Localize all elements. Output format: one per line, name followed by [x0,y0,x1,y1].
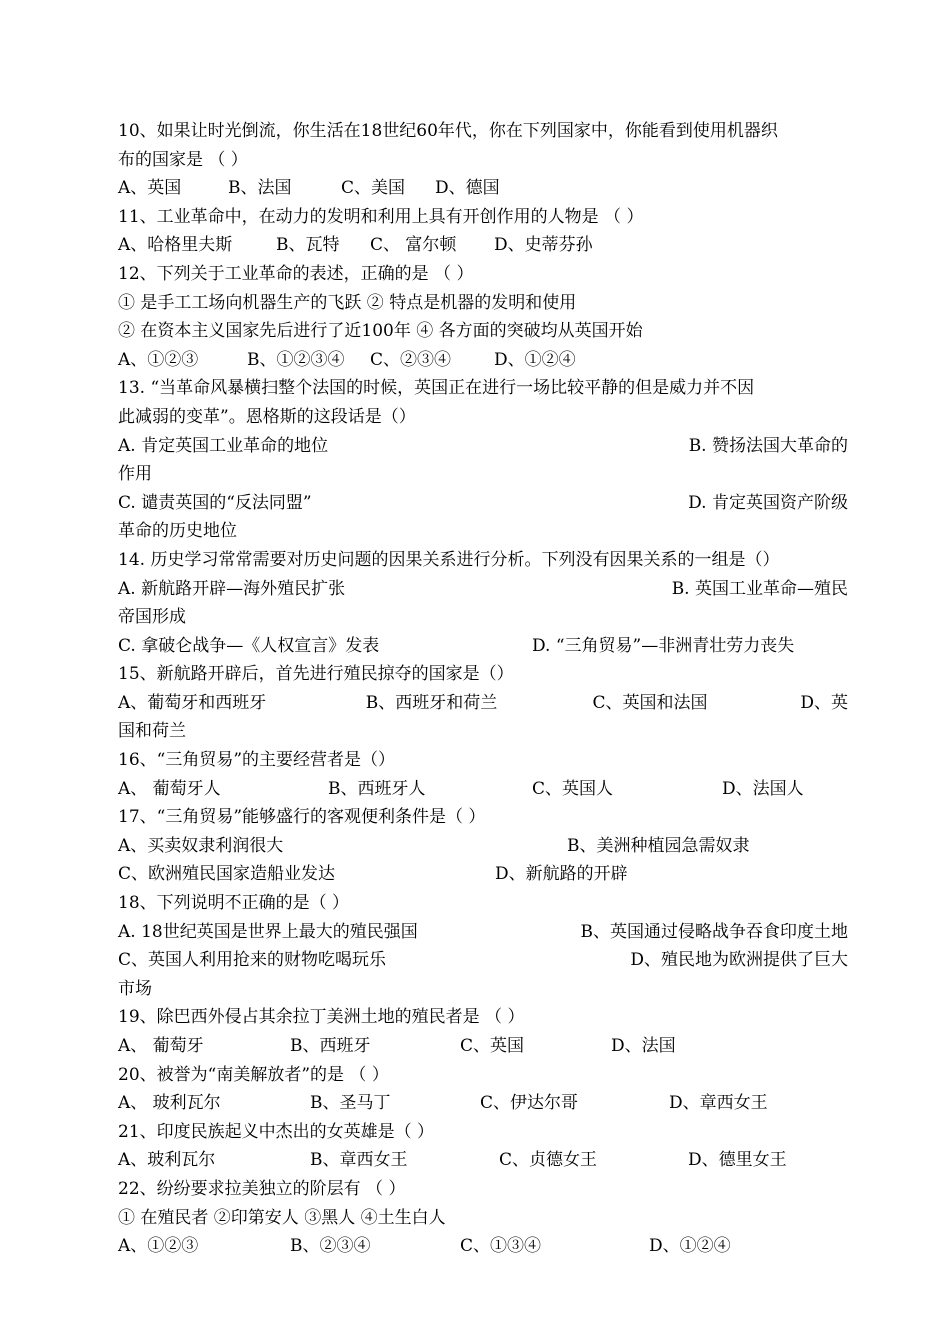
option-b-continued: 作用 [118,464,152,485]
option-a: A、①②③ [118,1236,199,1257]
option-a: A、玻利瓦尔 [118,1150,216,1171]
option-b: B、圣马丁 [310,1093,391,1114]
option-d: D. “三角贸易”—非洲青壮劳力丧失 [532,635,795,656]
option-c: C、英国人利用抢来的财物吃喝玩乐 [118,950,387,971]
question-stem: 12、下列关于工业革命的表述，正确的是 （ ） [118,263,474,284]
option-d: D、章西女王 [669,1093,768,1114]
statement-line: ① 在殖民者 ②印第安人 ③黑人 ④土生白人 [118,1207,446,1228]
option-row [118,489,848,518]
question-stem: 17、“三角贸易”能够盛行的客观便利条件是（ ） [118,807,486,828]
question-10 [118,117,848,203]
option-a: A、 玻利瓦尔 [118,1093,221,1114]
option-d-continued: 市场 [118,978,152,999]
option-b: B、美洲种植园急需奴隶 [567,835,750,856]
option-row [118,1089,848,1118]
option-d: D、殖民地为欧洲提供了巨大 [630,950,848,971]
option-row [118,1146,848,1175]
question-18 [118,889,848,1003]
option-b: B. 英国工业革命—殖民 [671,578,848,599]
option-b: B、章西女王 [310,1150,408,1171]
option-a: A、买卖奴隶利润很大 [118,835,284,856]
question-stem: 11、工业革命中，在动力的发明和利用上具有开创作用的人物是 （ ） [118,206,644,227]
option-b: B、西班牙和荷兰 [365,692,498,713]
question-stem: 22、纷纷要求拉美独立的阶层有 （ ） [118,1178,406,1199]
option-row [118,860,848,889]
question-stem: 21、印度民族起义中杰出的女英雄是（ ） [118,1121,435,1142]
option-a: A、 葡萄牙人 [118,778,221,799]
option-c: C、 富尔顿 [370,235,457,256]
option-b-continued: 帝国形成 [118,607,186,628]
option-row [118,346,848,375]
option-c: C、美国 [341,178,406,199]
option-row [118,1032,848,1061]
option-b: B、英国通过侵略战争吞食印度土地 [580,921,848,942]
question-stem: 14. 历史学习常常需要对历史问题的因果关系进行分析。下列没有因果关系的一组是（） [118,549,780,570]
option-b: B、②③④ [290,1236,371,1257]
question-stem: 18、下列说明不正确的是（ ） [118,893,350,914]
option-row [118,432,848,461]
question-stem: 15、新航路开辟后，首先进行殖民掠夺的国家是（） [118,664,514,685]
option-c: C、②③④ [370,349,452,370]
option-a: A、英国 [118,178,182,199]
question-stem: 此减弱的变革”。恩格斯的这段话是（） [118,406,416,427]
question-stem: 16、“三角贸易”的主要经营者是（） [118,750,396,771]
question-14 [118,546,848,660]
option-b: B. 赞扬法国大革命的 [688,435,848,456]
option-c: C、英国和法国 [592,692,708,713]
question-12 [118,260,848,374]
option-a: A、葡萄牙和西班牙 [118,692,267,713]
option-row [118,174,848,203]
option-a: A、 葡萄牙 [118,1036,204,1056]
option-row [118,832,848,861]
question-stem: 20、被誉为“南美解放者”的是 （ ） [118,1064,389,1085]
option-row [118,632,848,661]
option-b: B、瓦特 [276,235,340,256]
option-b: B、①②③④ [247,349,345,370]
question-stem: 13. “当革命风暴横扫整个法国的时候，英国正在进行一场比较平静的但是威力并不因 [118,378,755,399]
option-a: A. 18世纪英国是世界上最大的殖民强国 [118,921,418,942]
option-d: D、法国人 [722,778,804,799]
question-sheet [118,117,848,1261]
option-c: C、①③④ [460,1236,542,1257]
option-a: A、①②③ [118,349,199,370]
option-c: C. 谴责英国的“反法同盟” [118,492,312,513]
question-stem: 10、如果让时光倒流，你生活在18世纪60年代，你在下列国家中，你能看到使用机器织 [118,121,778,141]
option-d: D. 肯定英国资产阶级 [688,492,848,513]
statement-line: ② 在资本主义国家先后进行了近100年 ④ 各方面的突破均从英国开始 [118,321,643,342]
option-row [118,775,848,804]
option-row [118,946,848,975]
option-d: D、①②④ [649,1236,731,1257]
option-d-continued: 革命的历史地位 [118,521,237,542]
option-row [118,689,848,718]
option-a: A. 新航路开辟—海外殖民扩张 [118,578,346,599]
option-d: D、法国 [611,1036,676,1056]
option-a: A、哈格里夫斯 [118,235,233,256]
question-13 [118,374,848,546]
option-row [118,231,848,260]
option-b: B、法国 [228,178,292,199]
option-b: B、西班牙 [290,1036,371,1056]
option-c: C、欧洲殖民国家造船业发达 [118,864,336,885]
option-d: D、新航路的开辟 [495,864,628,885]
option-d: D、德里女王 [688,1150,787,1171]
question-21 [118,1118,848,1175]
question-15 [118,660,848,746]
question-11 [118,203,848,260]
option-row [118,1232,848,1261]
option-d-continued: 国和荷兰 [118,721,186,742]
question-17 [118,803,848,889]
option-row [118,918,848,947]
option-row [118,575,848,604]
question-16 [118,746,848,803]
option-c: C. 拿破仑战争—《人权宣言》发表 [118,635,380,656]
question-stem: 19、除巴西外侵占其余拉丁美洲土地的殖民者是 （ ） [118,1007,525,1028]
option-b: B、西班牙人 [328,778,426,799]
question-22 [118,1175,848,1261]
option-d: D、①②④ [494,349,576,370]
option-d: D、英 [800,692,848,713]
option-d: D、德国 [435,178,500,199]
question-20 [118,1061,848,1118]
option-c: C、英国人 [532,778,614,799]
option-a: A. 肯定英国工业革命的地位 [118,435,329,456]
option-d: D、史蒂芬孙 [494,235,593,256]
option-c: C、伊达尔哥 [480,1093,579,1114]
question-stem: 布的国家是 （ ） [118,149,248,170]
question-19 [118,1003,848,1060]
statement-line: ① 是手工工场向机器生产的飞跃 ② 特点是机器的发明和使用 [118,292,577,313]
option-c: C、贞德女王 [499,1150,598,1171]
option-c: C、英国 [460,1036,525,1056]
